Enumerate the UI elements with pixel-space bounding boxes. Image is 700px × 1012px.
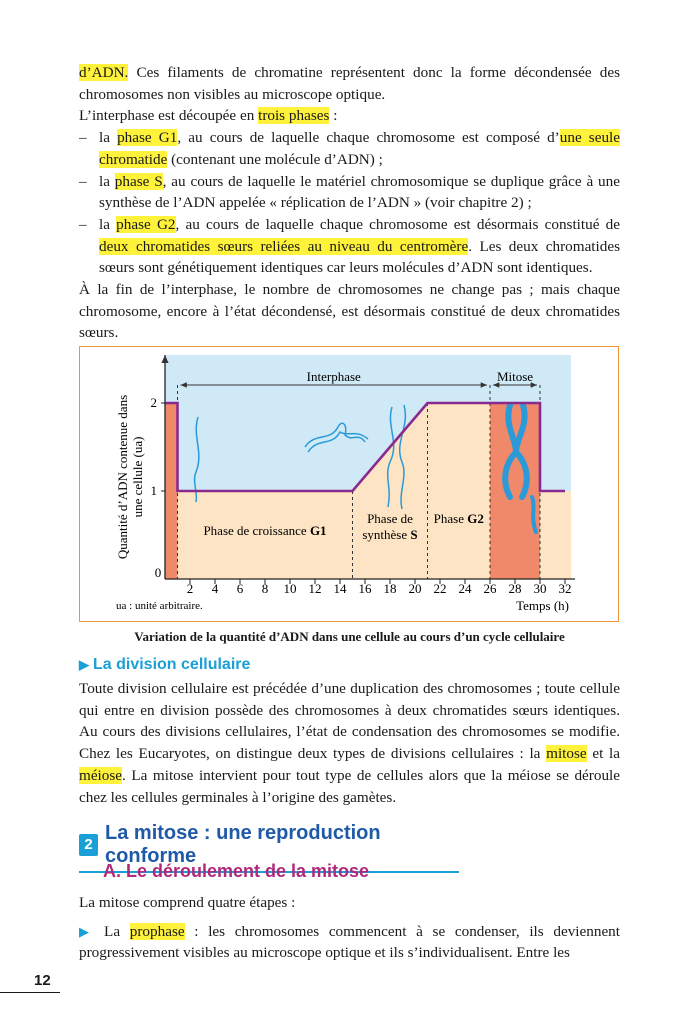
dna-chart (80, 347, 617, 620)
list-item-g2: – la phase G2, au cours de laquelle chaque chromosome est désormais constitué de deux chromatides sœurs reliées au niveau du centromère. Les deux chromatides sœurs sont génétiquement identiques car leurs molécules d’ADN sont identiques. (79, 215, 620, 277)
phase-s-label-line-2: synthèse S (362, 527, 418, 542)
section-title-division: ▶ La division cellulaire (79, 656, 251, 673)
x-tick-label: 8 (261, 581, 269, 596)
mitose-paragraph-2: ▶ La prophase : les chromosomes commencent à se condenser, ils deviennent progressivement visibles au microscope optique et ils s’individualisent. Entre les (79, 922, 620, 962)
highlight: phase G1 (117, 129, 178, 147)
y-axis-label-line-2: une cellule (ua) (130, 436, 145, 518)
page-number-rule (0, 992, 60, 993)
x-tick-label: 2 (186, 581, 194, 596)
x-tick-label: 10 (283, 581, 297, 596)
page-number: 12 (34, 972, 51, 989)
mitose-paragraph-1: La mitose comprend quatre étapes : (79, 894, 296, 911)
x-tick-label: 30 (533, 581, 547, 596)
phase-g2-label: Phase G2 (433, 511, 484, 526)
highlight: mitose (546, 745, 587, 763)
highlight: méiose (79, 766, 123, 784)
highlight: prophase (129, 922, 185, 940)
intro-paragraph-3: À la fin de l’interphase, le nombre de chromosomes ne change pas ; mais chaque chromosome, encore à l’état décondensé, est désormais constitué de deux chromatides sœurs. (79, 281, 620, 342)
highlight: trois phases (258, 107, 330, 125)
y-axis-label: Quantité d’ADN contenue dans (115, 394, 130, 560)
subsection-heading-a: A. Le déroulement de la mitose (103, 861, 370, 881)
x-tick-label: 12 (308, 581, 322, 596)
dna-cycle-figure (79, 346, 619, 622)
list-item-s: – la phase S, au cours de laquelle le matériel chromosomique se duplique grâce à une synthèse de l’ADN appelée « réplication de l’ADN » (voir chapitre 2) ; (79, 172, 620, 212)
intro-text (79, 62, 620, 344)
x-tick-label: 6 (236, 581, 244, 596)
x-tick-label: 28 (508, 581, 522, 596)
mitosis-area-start (165, 403, 178, 579)
x-tick-label: 24 (458, 581, 472, 596)
x-tick-label: 14 (333, 581, 347, 596)
mitosis-area-end (490, 403, 540, 579)
highlight: phase G2 (116, 215, 176, 233)
intro-paragraph-1: d’ADN. Ces filaments de chromatine représentent donc la forme décondensée des chromosomes non visibles au microscope optique. (79, 64, 620, 103)
x-tick-label: 32 (558, 581, 572, 596)
figure-caption: Variation de la quantité d’ADN dans une cellule au cours d’un cycle cellulaire (134, 629, 565, 644)
x-tick-label: 26 (483, 581, 497, 596)
division-paragraph: Toute division cellulaire est précédée d’une duplication des chromosomes ; toute cellule qui entre en division possède des chromosomes à deux chromatides sœurs identiques. Au cours des divisions cellulaires, l’état de condensation des chromosomes se modifie. Chez les Eucaryotes, on distingue deux types de divisions cellulaires : la mitose et la méiose. La mitose intervient pour tout type de cellules alors que la méiose se déroule chez les cellules germinales à l’origine des gamètes. (79, 680, 620, 806)
play-arrow-icon: ▶ (79, 657, 89, 672)
list-item-g1: – la phase G1, au cours de laquelle chaque chromosome est composé d’une seule chromatide (contenant une molécule d’ADN) ; (79, 129, 620, 168)
section-number-badge: 2 (79, 834, 98, 856)
y-tick-label: 2 (150, 395, 157, 410)
highlight: phase S (114, 172, 163, 190)
phase-g1-label: Phase de croissance G1 (203, 523, 327, 538)
x-tick-label: 4 (211, 581, 219, 596)
units-note: ua : unité arbitraire. (116, 600, 203, 612)
play-arrow-icon: ▶ (79, 923, 105, 939)
x-axis-label: Temps (h) (516, 598, 569, 613)
x-tick-label: 18 (383, 581, 397, 596)
x-tick-label: 20 (408, 581, 422, 596)
interphase-label: Interphase (306, 369, 361, 384)
x-tick-label: 22 (433, 581, 447, 596)
intro-paragraph-2: L’interphase est découpée en trois phases : (79, 107, 338, 125)
mitose-label: Mitose (496, 369, 534, 384)
highlight: deux chromatides sœurs reliées au niveau du centromère (99, 237, 469, 255)
x-tick-label: 16 (358, 581, 372, 596)
phase-s-label: Phase de (367, 511, 413, 526)
division-text (79, 678, 620, 808)
highlight: d’ADN. (79, 64, 129, 81)
section-heading-2: 2 La mitose : une reproduction conforme (79, 822, 459, 873)
next-cycle-area (540, 491, 571, 579)
x-tick-label: 0 (154, 565, 162, 580)
mitose-text (79, 892, 620, 964)
highlight: une seule chromatide (99, 129, 620, 168)
y-tick-label: 1 (150, 483, 157, 498)
